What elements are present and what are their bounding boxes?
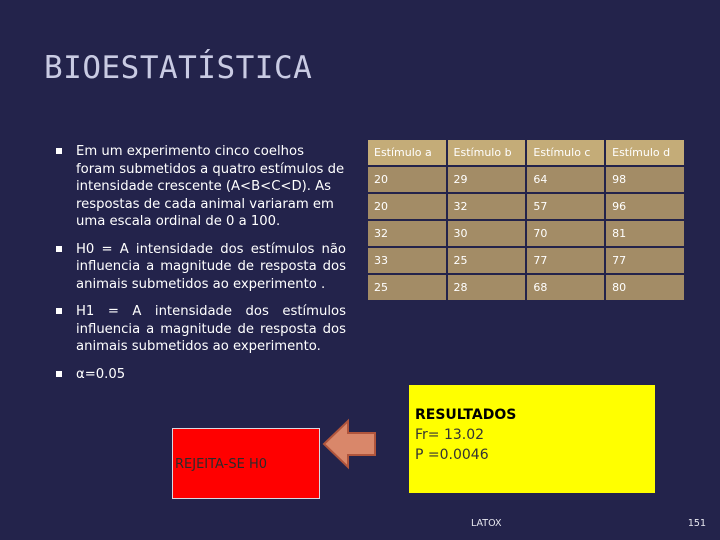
bullet-square-icon [56, 148, 62, 154]
stimulus-table [366, 138, 686, 302]
column-header: Estímulo a [368, 140, 446, 165]
table-row [368, 275, 684, 300]
bullet-square-icon [56, 246, 62, 252]
table-cell: 32 [368, 221, 446, 246]
table-cell: 30 [448, 221, 526, 246]
bullet-square-icon [56, 371, 62, 377]
table-cell: 57 [527, 194, 604, 219]
results-box [409, 385, 655, 493]
table-header-row [368, 140, 684, 165]
table-cell: 64 [527, 167, 604, 192]
table-cell: 28 [448, 275, 526, 300]
table-cell: 25 [448, 248, 526, 273]
results-heading: RESULTADOS [415, 407, 517, 423]
table-cell: 77 [527, 248, 604, 273]
table-cell: 25 [368, 275, 446, 300]
footer-label: LATOX [471, 518, 502, 529]
bullet-h0 [56, 241, 346, 294]
table-cell: 68 [527, 275, 604, 300]
decision-box: REJEITA-SE H0 [172, 428, 320, 499]
left-arrow-icon [322, 418, 378, 470]
column-header: Estímulo d [606, 140, 684, 165]
table-cell: 80 [606, 275, 684, 300]
table-cell: 98 [606, 167, 684, 192]
bullet-text: H1 = A intensidade dos estímulos influencia a magnitude de resposta dos animais submetidos ao experimento. [76, 304, 346, 354]
table-cell: 20 [368, 167, 446, 192]
bullet-experiment [56, 143, 346, 231]
table-row [368, 248, 684, 273]
table-cell: 20 [368, 194, 446, 219]
table-row [368, 167, 684, 192]
table-cell: 29 [448, 167, 526, 192]
bullet-square-icon [56, 308, 62, 314]
table-cell: 32 [448, 194, 526, 219]
bullet-alpha [56, 366, 346, 384]
bullet-text: Em um experimento cinco coelhos foram submetidos a quatro estímulos de intensidade crescente (A<B<C<D). As respostas de cada animal variaram em uma escala ordinal de 0 a 100. [76, 144, 345, 229]
slide-title: BIOESTATÍSTICA [44, 50, 313, 86]
results-fr: Fr= 13.02 [415, 427, 485, 443]
bullet-h1 [56, 303, 346, 356]
table-row [368, 221, 684, 246]
bullet-text: α=0.05 [76, 366, 126, 382]
table-cell: 96 [606, 194, 684, 219]
table-cell: 81 [606, 221, 684, 246]
table-row [368, 194, 684, 219]
table-cell: 33 [368, 248, 446, 273]
bullet-list [56, 143, 346, 393]
table-cell: 77 [606, 248, 684, 273]
column-header: Estímulo b [448, 140, 526, 165]
bullet-text: H0 = A intensidade dos estímulos não influencia a magnitude de resposta dos animais submetidos ao experimento . [76, 241, 346, 292]
column-header: Estímulo c [527, 140, 604, 165]
table-cell: 70 [527, 221, 604, 246]
page-number: 151 [687, 518, 706, 529]
results-p-value: P =0.0046 [415, 447, 489, 463]
